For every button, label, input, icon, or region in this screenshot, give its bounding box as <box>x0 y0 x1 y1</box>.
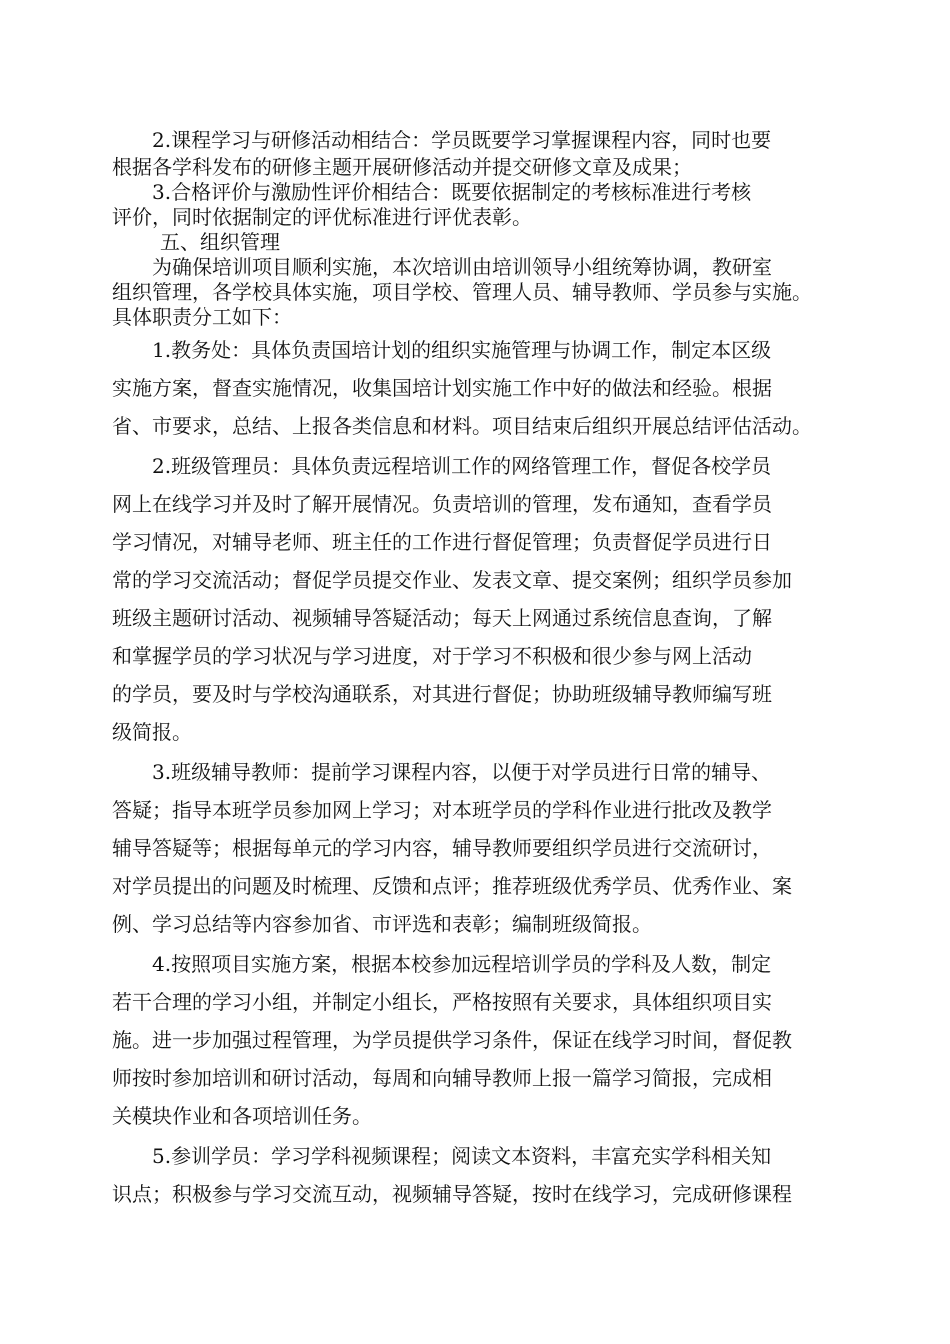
text-line: 施。进一步加强过程管理，为学员提供学习条件，保证在线学习时间，督促教 <box>112 1028 792 1052</box>
text-line: 2.课程学习与研修活动相结合：学员既要学习掌握课程内容，同时也要 <box>152 128 772 152</box>
text-line: 辅导答疑等；根据每单元的学习内容，辅导教师要组织学员进行交流研讨， <box>112 836 772 860</box>
text-line: 3.合格评价与激励性评价相结合：既要依据制定的考核标准进行考核 <box>152 180 752 204</box>
text-line: 评价，同时依据制定的评优标准进行评优表彰。 <box>112 205 532 229</box>
text-line: 学习情况，对辅导老师、班主任的工作进行督促管理；负责督促学员进行日 <box>112 530 772 554</box>
text-line: 组织管理，各学校具体实施，项目学校、管理人员、辅导教师、学员参与实施。 <box>112 280 812 304</box>
text-line: 2.班级管理员：具体负责远程培训工作的网络管理工作，督促各校学员 <box>152 454 772 478</box>
text-line: 常的学习交流活动；督促学员提交作业、发表文章、提交案例；组织学员参加 <box>112 568 792 592</box>
text-line: 根据各学科发布的研修主题开展研修活动并提交研修文章及成果； <box>112 155 692 179</box>
text-line: 班级主题研讨活动、视频辅导答疑活动；每天上网通过系统信息查询，了解 <box>112 606 772 630</box>
text-line: 4.按照项目实施方案，根据本校参加远程培训学员的学科及人数，制定 <box>152 952 772 976</box>
text-line: 级简报。 <box>112 720 192 744</box>
text-line: 具体职责分工如下： <box>112 305 292 329</box>
text-line: 关模块作业和各项培训任务。 <box>112 1104 372 1128</box>
text-line: 1.教务处：具体负责国培计划的组织实施管理与协调工作，制定本区级 <box>152 338 772 362</box>
text-line: 答疑；指导本班学员参加网上学习；对本班学员的学科作业进行批改及教学 <box>112 798 772 822</box>
text-line: 实施方案，督查实施情况，收集国培计划实施工作中好的做法和经验。根据 <box>112 376 772 400</box>
text-line: 省、市要求，总结、上报各类信息和材料。项目结束后组织开展总结评估活动。 <box>112 414 812 438</box>
text-line: 识点；积极参与学习交流互动，视频辅导答疑，按时在线学习，完成研修课程 <box>112 1182 792 1206</box>
text-line: 3.班级辅导教师：提前学习课程内容，以便于对学员进行日常的辅导、 <box>152 760 772 784</box>
text-line: 和掌握学员的学习状况与学习进度，对于学习不积极和很少参与网上活动 <box>112 644 752 668</box>
section-heading: 五、组织管理 <box>160 230 280 254</box>
text-line: 例、学习总结等内容参加省、市评选和表彰；编制班级简报。 <box>112 912 652 936</box>
text-line: 若干合理的学习小组，并制定小组长，严格按照有关要求，具体组织项目实 <box>112 990 772 1014</box>
text-line: 网上在线学习并及时了解开展情况。负责培训的管理，发布通知，查看学员 <box>112 492 772 516</box>
text-line: 对学员提出的问题及时梳理、反馈和点评；推荐班级优秀学员、优秀作业、案 <box>112 874 792 898</box>
text-line: 为确保培训项目顺利实施，本次培训由培训领导小组统筹协调，教研室 <box>152 255 772 279</box>
text-line: 的学员，要及时与学校沟通联系，对其进行督促；协助班级辅导教师编写班 <box>112 682 772 706</box>
text-line: 5.参训学员：学习学科视频课程；阅读文本资料，丰富充实学科相关知 <box>152 1144 772 1168</box>
text-line: 师按时参加培训和研讨活动，每周和向辅导教师上报一篇学习简报，完成相 <box>112 1066 772 1090</box>
